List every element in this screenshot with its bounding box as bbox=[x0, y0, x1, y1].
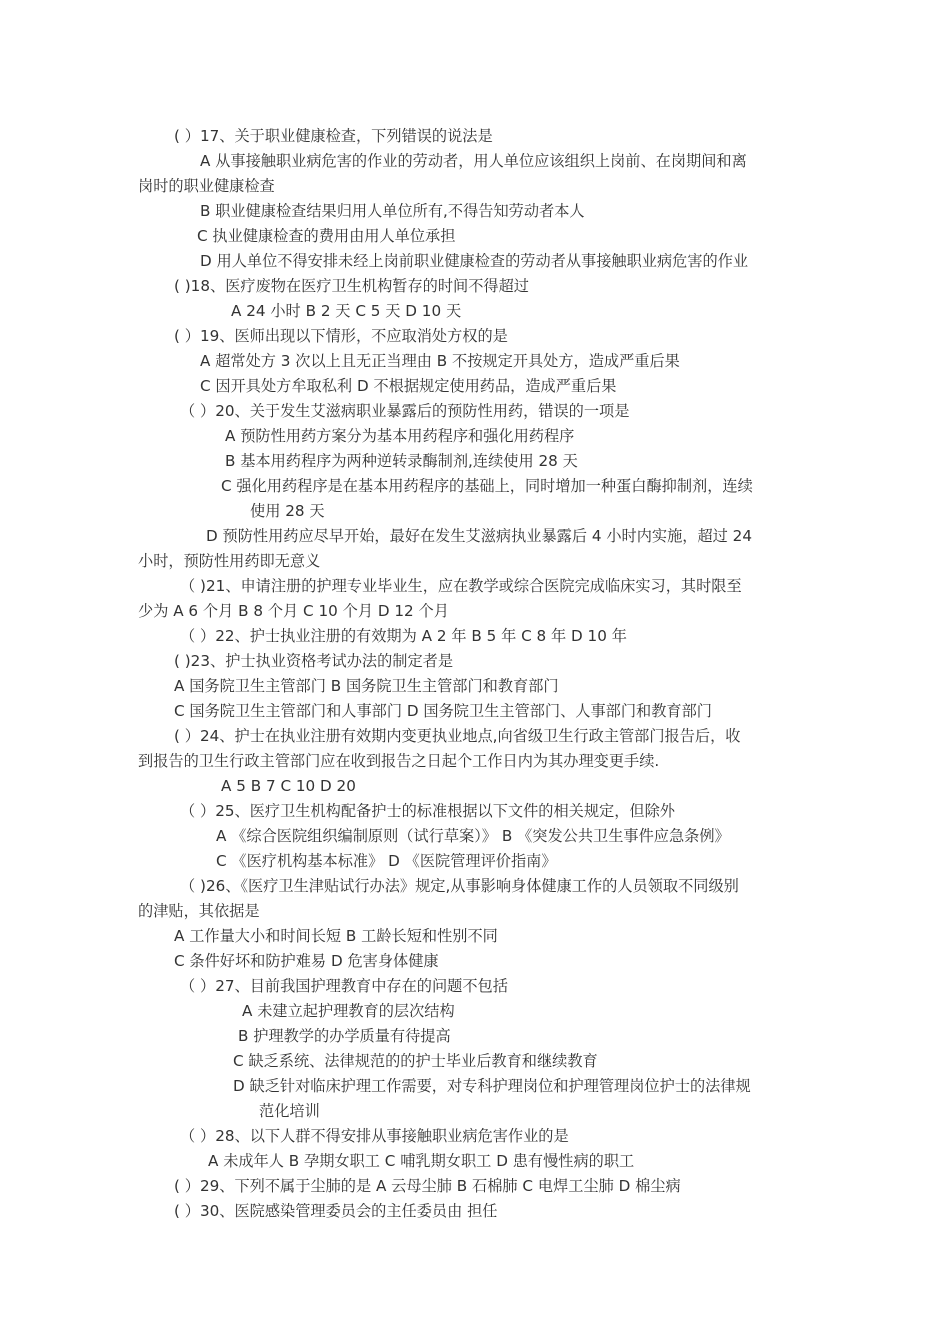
question-20-option-b: B 基本用药程序为两种逆转录酶制剂,连续使用 28 天 bbox=[225, 452, 578, 470]
question-26-options-ab: A 工作量大小和时间长短 B 工龄长短和性别不同 bbox=[174, 927, 498, 945]
question-20-option-c-cont: 使用 28 天 bbox=[250, 502, 325, 520]
question-28: （ ）28、以下人群不得安排从事接触职业病危害作业的是 bbox=[180, 1127, 569, 1145]
question-24-options: A 5 B 7 C 10 D 20 bbox=[221, 777, 356, 795]
question-18: ( )18、医疗废物在医疗卫生机构暂存的时间不得超过 bbox=[174, 277, 529, 295]
question-23-options-ab: A 国务院卫生主管部门 B 国务院卫生主管部门和教育部门 bbox=[174, 677, 559, 695]
question-27-option-b: B 护理教学的办学质量有待提高 bbox=[238, 1027, 451, 1045]
question-19-options-ab: A 超常处方 3 次以上且无正当理由 B 不按规定开具处方，造成严重后果 bbox=[200, 352, 680, 370]
question-21: （ )21、申请注册的护理专业毕业生，应在教学或综合医院完成临床实习，其时限至 bbox=[180, 577, 742, 595]
question-27: （ ）27、目前我国护理教育中存在的问题不包括 bbox=[180, 977, 508, 995]
question-20: （ ）20、关于发生艾滋病职业暴露后的预防性用药，错误的一项是 bbox=[180, 402, 630, 420]
question-17-option-b: B 职业健康检查结果归用人单位所有,不得告知劳动者本人 bbox=[200, 202, 585, 220]
question-25: （ ）25、医疗卫生机构配备护士的标准根据以下文件的相关规定，但除外 bbox=[180, 802, 675, 820]
question-24: ( ）24、护士在执业注册有效期内变更执业地点,向省级卫生行政主管部门报告后，收 bbox=[174, 727, 741, 745]
question-30: ( ）30、医院感染管理委员会的主任委员由 担任 bbox=[174, 1202, 498, 1220]
question-20-option-a: A 预防性用药方案分为基本用药程序和强化用药程序 bbox=[225, 427, 575, 445]
question-26-options-cd: C 条件好坏和防护难易 D 危害身体健康 bbox=[174, 952, 439, 970]
question-23-options-cd: C 国务院卫生主管部门和人事部门 D 国务院卫生主管部门、人事部门和教育部门 bbox=[174, 702, 712, 720]
question-17: ( ）17、关于职业健康检查，下列错误的说法是 bbox=[174, 127, 493, 145]
question-17-option-a: A 从事接触职业病危害的作业的劳动者，用人单位应该组织上岗前、在岗期间和离 bbox=[200, 152, 747, 170]
question-27-option-d-cont: 范化培训 bbox=[259, 1102, 320, 1120]
question-27-option-d: D 缺乏针对临床护理工作需要，对专科护理岗位和护理管理岗位护士的法律规 bbox=[233, 1077, 751, 1095]
question-22: （ ）22、护士执业注册的有效期为 A 2 年 B 5 年 C 8 年 D 10 年 bbox=[180, 627, 627, 645]
question-27-option-a: A 未建立起护理教育的层次结构 bbox=[242, 1002, 455, 1020]
question-23: ( )23、护士执业资格考试办法的制定者是 bbox=[174, 652, 454, 670]
question-21-options: 少为 A 6 个月 B 8 个月 C 10 个月 D 12 个月 bbox=[138, 602, 449, 620]
question-26: （ )26、《医疗卫生津贴试行办法》规定,从事影响身体健康工作的人员领取不同级别 bbox=[180, 877, 739, 895]
question-17-option-c: C 执业健康检查的费用由用人单位承担 bbox=[197, 227, 456, 245]
question-28-options: A 未成年人 B 孕期女职工 C 哺乳期女职工 D 患有慢性病的职工 bbox=[208, 1152, 635, 1170]
question-20-option-d-cont: 小时，预防性用药即无意义 bbox=[138, 552, 321, 570]
question-19-options-cd: C 因开具处方牟取私利 D 不根据规定使用药品，造成严重后果 bbox=[200, 377, 617, 395]
question-17-option-d: D 用人单位不得安排未经上岗前职业健康检查的劳动者从事接触职业病危害的作业 bbox=[200, 252, 749, 270]
question-27-option-c: C 缺乏系统、法律规范的的护士毕业后教育和继续教育 bbox=[233, 1052, 598, 1070]
question-18-options: A 24 小时 B 2 天 C 5 天 D 10 天 bbox=[231, 302, 462, 320]
question-19: ( ）19、医师出现以下情形，不应取消处方权的是 bbox=[174, 327, 508, 345]
question-29: ( ）29、下列不属于尘肺的是 A 云母尘肺 B 石棉肺 C 电焊工尘肺 D 棉尘病 bbox=[174, 1177, 681, 1195]
question-24-cont: 到报告的卫生行政主管部门应在收到报告之日起个工作日内为其办理变更手续. bbox=[138, 752, 660, 770]
question-25-options-ab: A 《综合医院组织编制原则（试行草案）》 B 《突发公共卫生事件应急条例》 bbox=[216, 827, 730, 845]
question-26-cont: 的津贴，其依据是 bbox=[138, 902, 260, 920]
question-17-option-a-cont: 岗时的职业健康检查 bbox=[138, 177, 275, 195]
question-25-options-cd: C 《医疗机构基本标准》 D 《医院管理评价指南》 bbox=[216, 852, 557, 870]
question-20-option-c: C 强化用药程序是在基本用药程序的基础上，同时增加一种蛋白酶抑制剂，连续 bbox=[221, 477, 753, 495]
question-20-option-d: D 预防性用药应尽早开始，最好在发生艾滋病执业暴露后 4 小时内实施，超过 24 bbox=[206, 527, 752, 545]
